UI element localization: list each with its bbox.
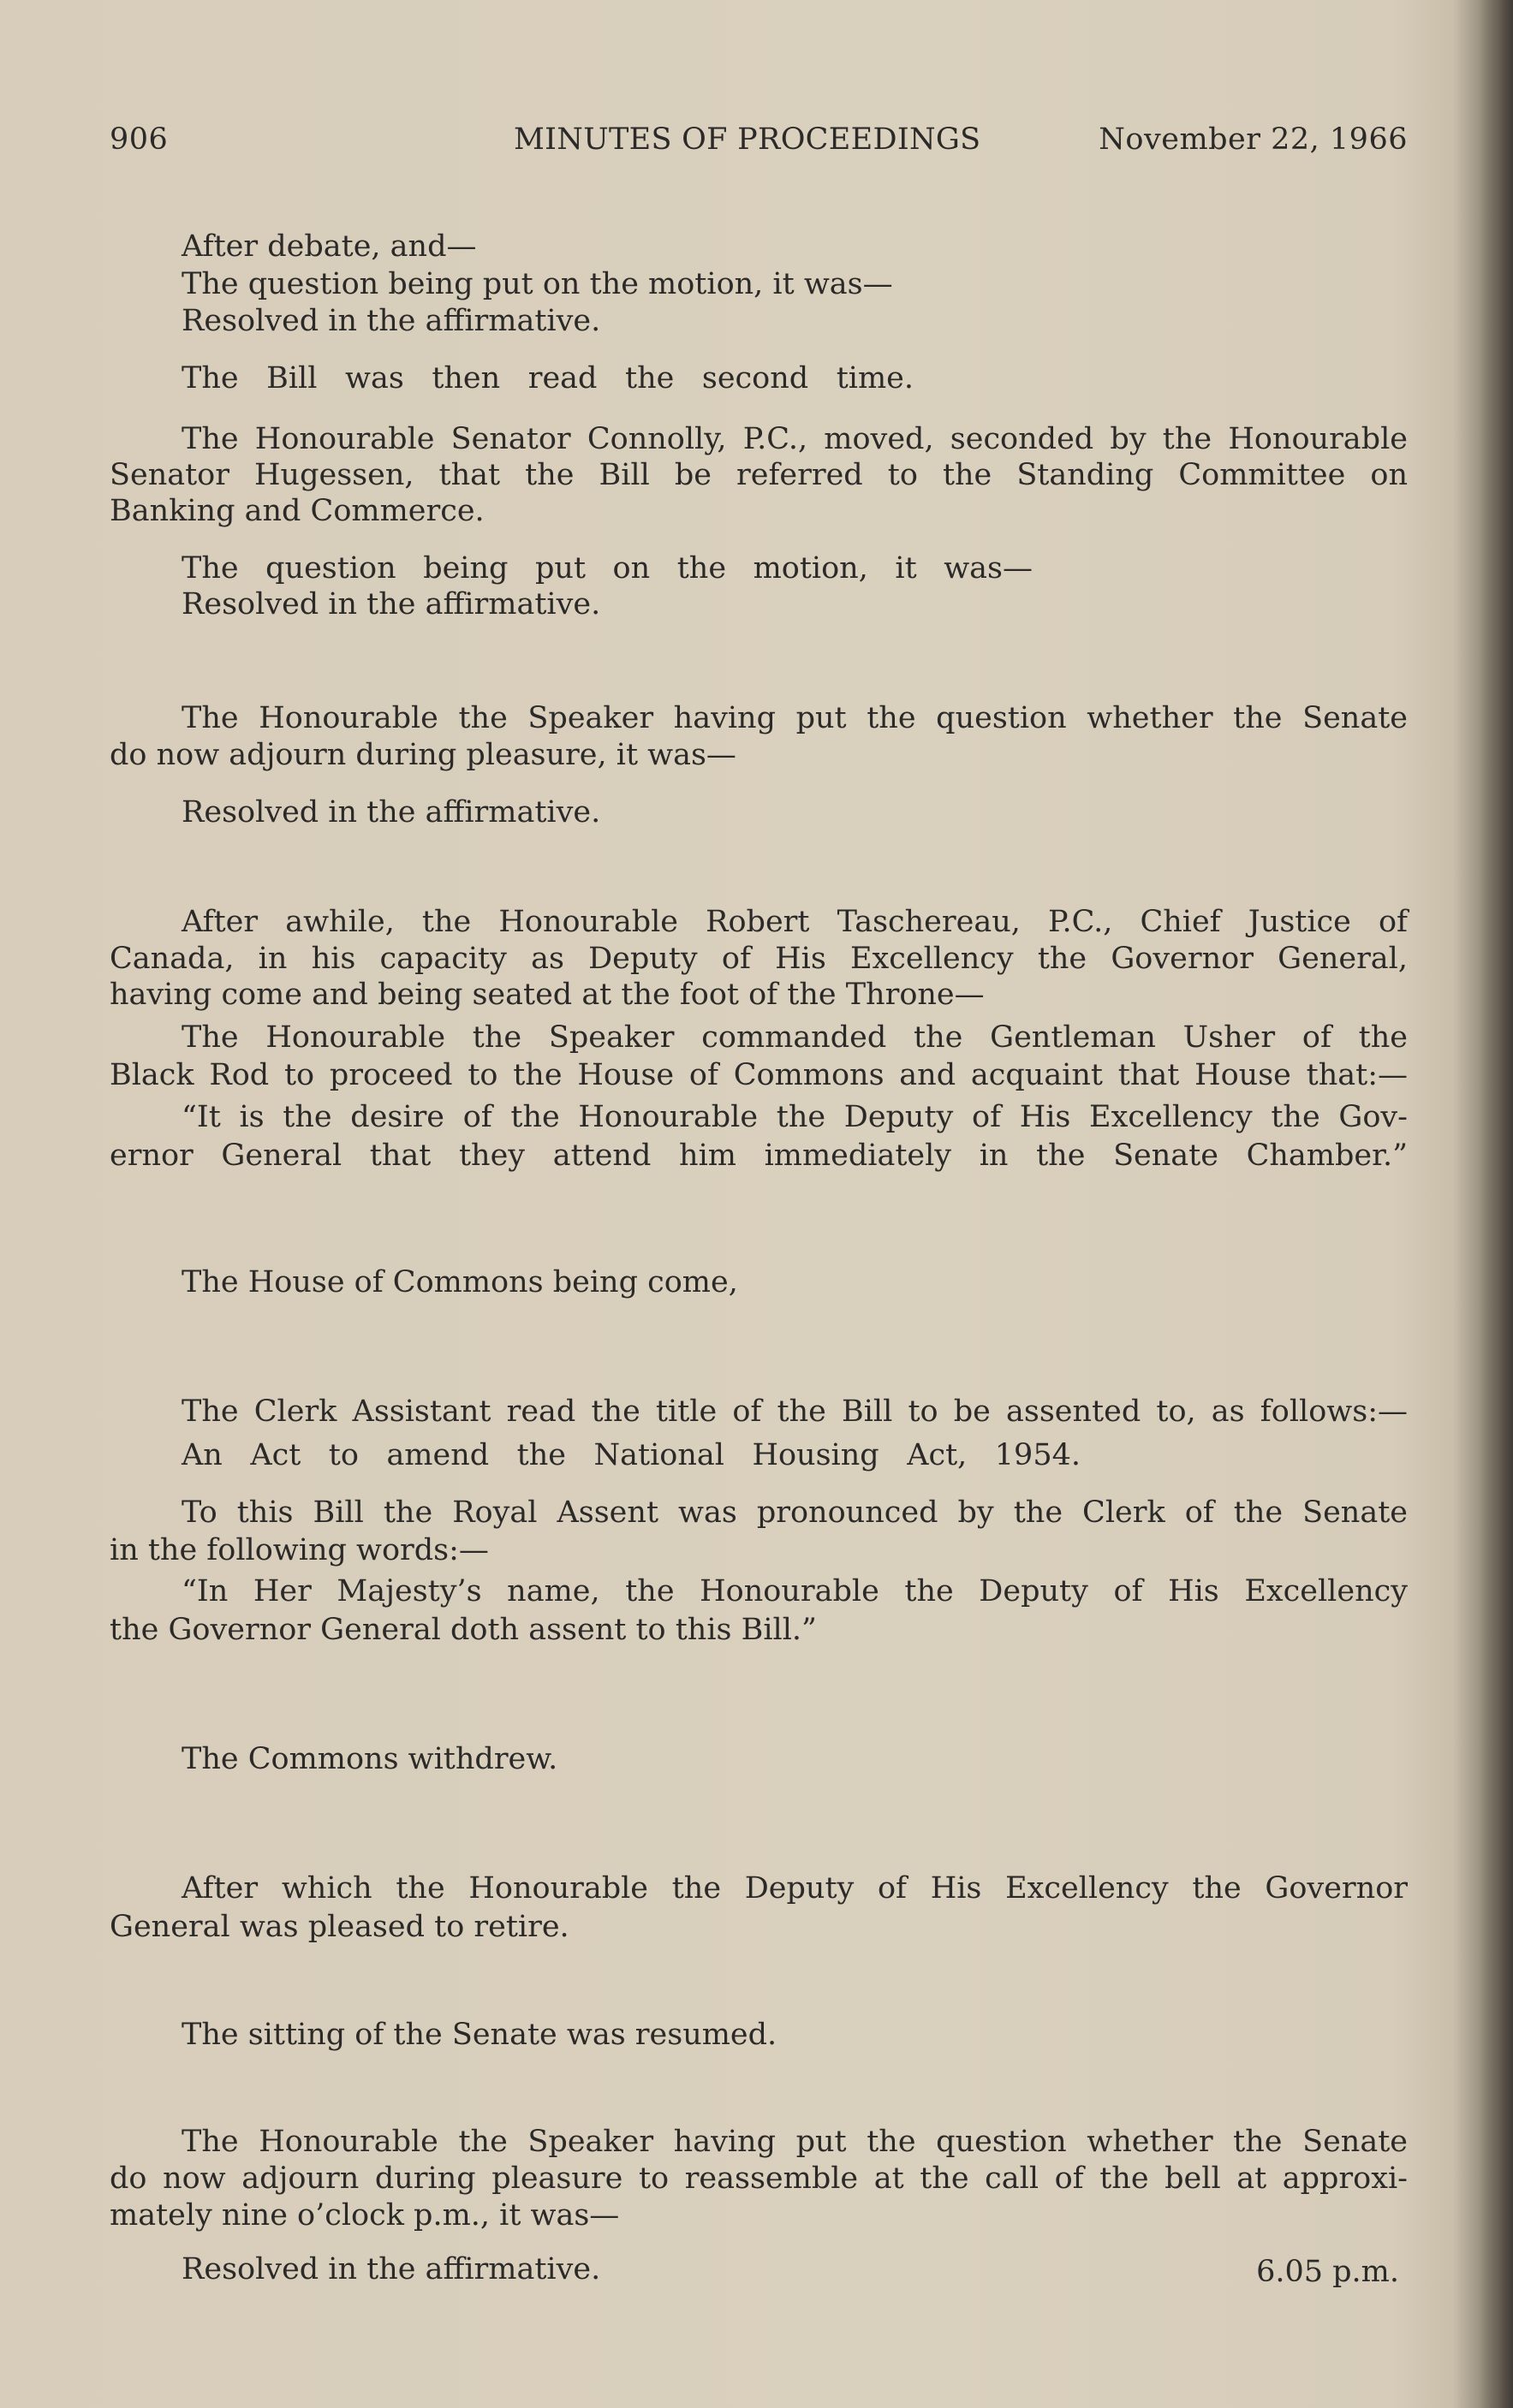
text-line: Banking and Commerce. — [110, 494, 485, 528]
text-line: The House of Commons being come, — [182, 1265, 738, 1299]
running-title: MINUTES OF PROCEEDINGS — [514, 122, 981, 157]
text-line: The Honourable the Speaker commanded the Gentleman Usher of the — [182, 1020, 1408, 1055]
text-line: The Honourable the Speaker having put the question whether the Senate — [182, 701, 1408, 735]
text-line: Resolved in the affirmative. — [182, 795, 601, 829]
text-line: mately nine o’clock p.m., it was— — [110, 2198, 620, 2233]
text-line: An Act to amend the National Housing Act, 1954. — [182, 1438, 1081, 1472]
text-line: The Honourable Senator Connolly, P.C., moved, seconded by the Honourable — [182, 422, 1408, 456]
text-line: After awhile, the Honourable Robert Taschereau, P.C., Chief Justice of — [182, 905, 1408, 939]
text-line: Resolved in the affirmative. — [182, 587, 601, 621]
text-line: Resolved in the affirmative. — [182, 2252, 601, 2286]
text-line: To this Bill the Royal Assent was pronounced by the Clerk of the Senate — [182, 1495, 1408, 1530]
text-line: having come and being seated at the foot of the Throne— — [110, 978, 985, 1012]
text-line: After debate, and— — [182, 229, 477, 264]
text-line: The sitting of the Senate was resumed. — [182, 2018, 777, 2052]
text-line: in the following words:— — [110, 1533, 489, 1567]
text-line: The Commons withdrew. — [182, 1742, 558, 1776]
book-spine-shadow — [1479, 0, 1513, 2408]
text-line: The question being put on the motion, it was— — [182, 267, 893, 301]
text-line: the Governor General doth assent to this Bill.” — [110, 1613, 817, 1647]
page-header — [110, 122, 1408, 164]
text-line: “It is the desire of the Honourable the Deputy of His Excellency the Gov- — [182, 1100, 1408, 1134]
text-line: General was pleased to retire. — [110, 1910, 569, 1944]
text-line: do now adjourn during pleasure, it was— — [110, 738, 736, 772]
text-line: Senator Hugessen, that the Bill be referred to the Standing Committee on — [110, 458, 1408, 492]
text-line: Canada, in his capacity as Deputy of His Excellency the Governor General, — [110, 942, 1408, 976]
text-line: ernor General that they attend him immediately in the Senate Chamber.” — [110, 1139, 1408, 1173]
text-line: do now adjourn during pleasure to reassemble at the call of the bell at approxi- — [110, 2161, 1408, 2196]
page-number: 906 — [110, 122, 169, 157]
text-line: Resolved in the affirmative. — [182, 304, 601, 338]
header-date: November 22, 1966 — [1099, 122, 1408, 157]
text-line: After which the Honourable the Deputy of His Excellency the Governor — [182, 1871, 1408, 1906]
text-line: The question being put on the motion, it was— — [182, 551, 1033, 586]
text-line: The Honourable the Speaker having put the question whether the Senate — [182, 2125, 1408, 2159]
adjournment-time: 6.05 p.m. — [1256, 2255, 1399, 2289]
text-line: The Clerk Assistant read the title of the Bill to be assented to, as follows:— — [182, 1394, 1408, 1429]
text-line: “In Her Majesty’s name, the Honourable the Deputy of His Excellency — [182, 1574, 1408, 1608]
text-line: Black Rod to proceed to the House of Commons and acquaint that House that:— — [110, 1058, 1408, 1092]
text-line: The Bill was then read the second time. — [182, 361, 914, 395]
